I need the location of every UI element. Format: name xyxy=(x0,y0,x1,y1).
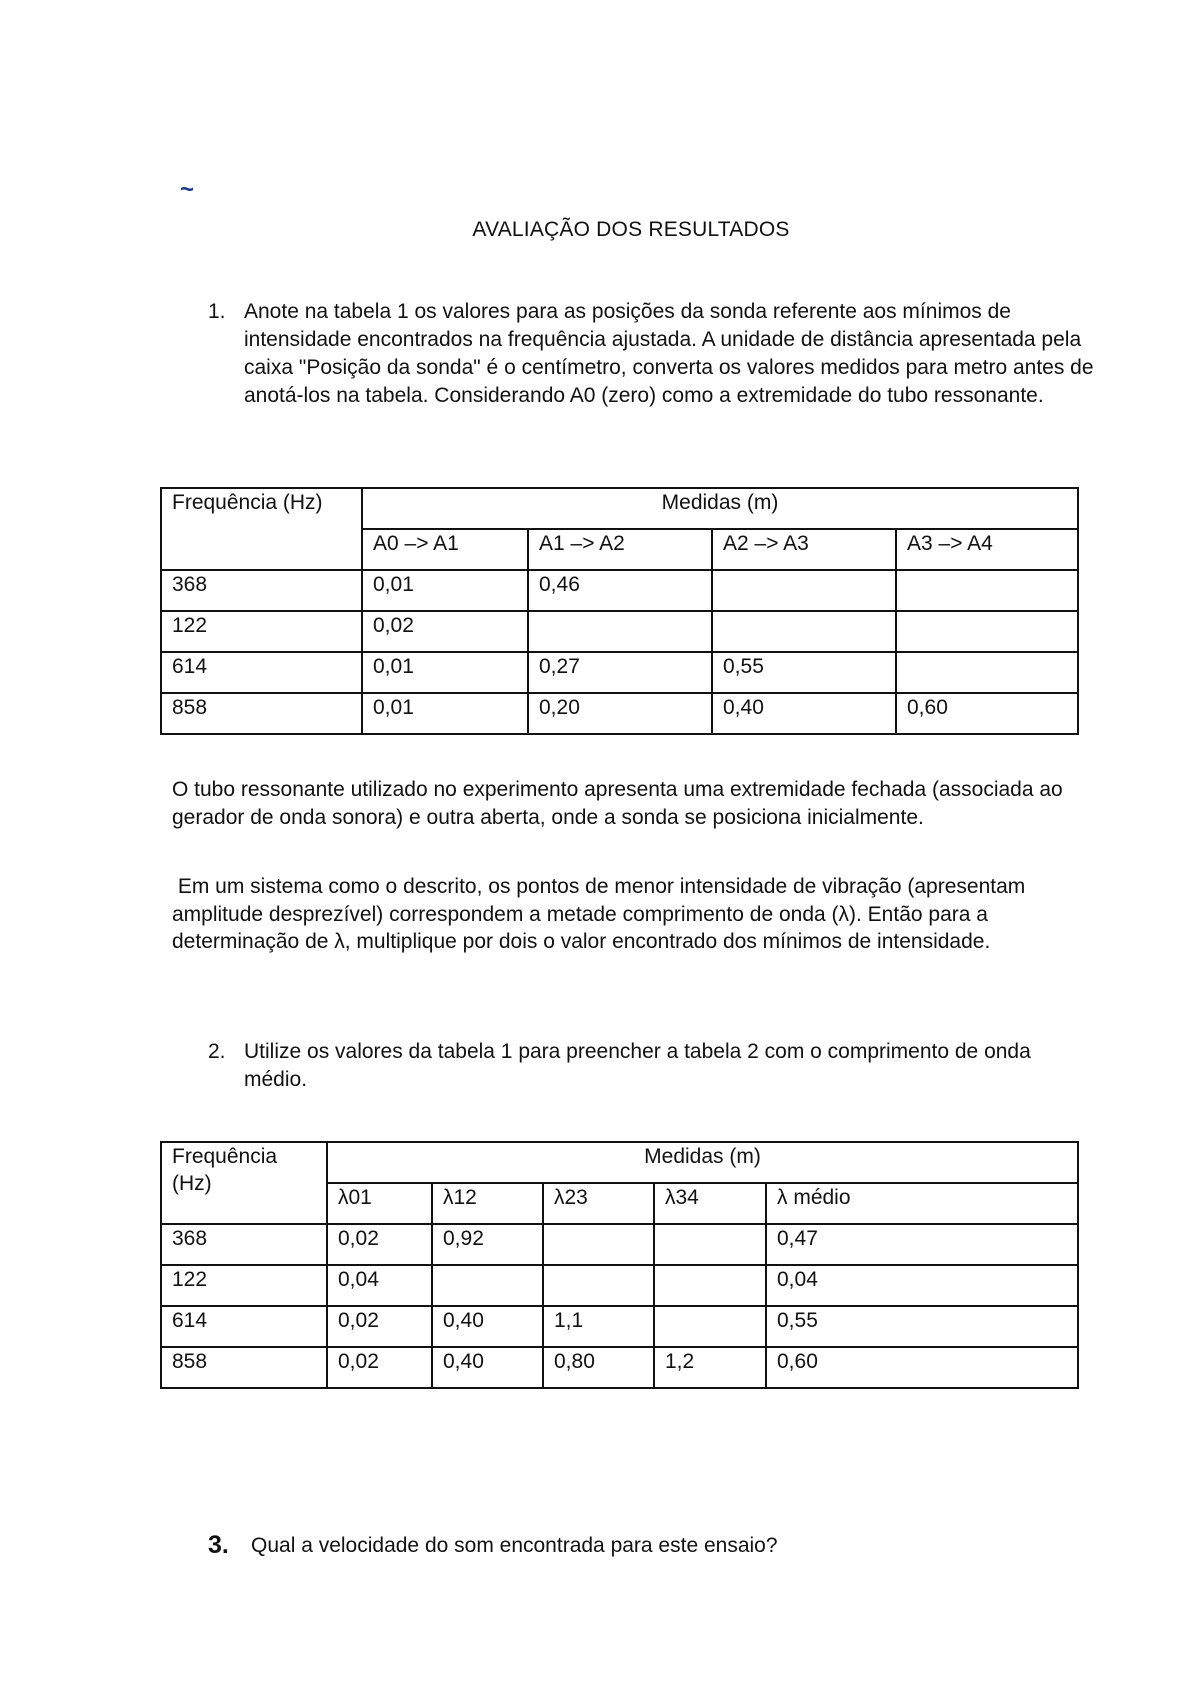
question-2-text: Utilize os valores da tabela 1 para preencher a tabela 2 com o comprimento de onda médio. xyxy=(244,1040,1031,1091)
table-row xyxy=(161,570,1078,611)
table-cell: 0,55 xyxy=(712,652,896,693)
table-row xyxy=(161,1265,1078,1306)
table-1-header-row xyxy=(161,488,1078,529)
table-cell xyxy=(896,652,1078,693)
table-row xyxy=(161,1224,1078,1265)
table-cell: 0,46 xyxy=(528,570,712,611)
table-row xyxy=(161,693,1078,734)
table-2-col-header: λ12 xyxy=(432,1183,543,1224)
table-cell: 0,02 xyxy=(327,1306,432,1347)
table-cell xyxy=(654,1224,766,1265)
table-2-col-header: λ23 xyxy=(543,1183,654,1224)
table-cell: 0,01 xyxy=(362,693,528,734)
table-cell xyxy=(896,570,1078,611)
table-cell xyxy=(543,1224,654,1265)
table-cell: 0,04 xyxy=(766,1265,1078,1306)
table-2-freq-header: Frequência (Hz) xyxy=(161,1142,327,1224)
table-cell: 614 xyxy=(161,652,362,693)
tilde-mark: ~ xyxy=(180,176,195,203)
table-2-header-row xyxy=(161,1142,1078,1183)
paragraph-wavelength-method: Em um sistema como o descrito, os pontos de menor intensidade de vibração (apresentam amplitude desprezível) correspondem a metade comprimento de onda (λ). Então para a determinação de λ, multiplique por dois o valor encontrado dos mínimos de intensidade. xyxy=(172,875,1032,953)
question-2-number: 2. xyxy=(208,1040,226,1063)
table-1 xyxy=(160,487,1079,735)
table-cell xyxy=(654,1265,766,1306)
table-1-col-header: A1 –> A2 xyxy=(528,529,712,570)
table-cell: 0,01 xyxy=(362,570,528,611)
question-3-text: Qual a velocidade do som encontrada para este ensaio? xyxy=(251,1534,778,1557)
table-cell: 614 xyxy=(161,1306,327,1347)
question-1-number: 1. xyxy=(208,300,226,323)
table-cell: 1,1 xyxy=(543,1306,654,1347)
table-cell xyxy=(543,1265,654,1306)
table-cell: 0,20 xyxy=(528,693,712,734)
table-cell: 0,80 xyxy=(543,1347,654,1388)
table-cell: 122 xyxy=(161,611,362,652)
table-cell: 0,40 xyxy=(432,1347,543,1388)
table-cell: 368 xyxy=(161,570,362,611)
question-1-text: Anote na tabela 1 os valores para as posições da sonda referente aos mínimos de intensidade encontrados na frequência ajustada. A unidade de distância apresentada pela caixa "Posição da sonda" é o centímetro, converta os valores medidos para metro antes de anotá-los na tabela. Considerando A0 (zero) como a extremidade do tubo ressonante. xyxy=(244,300,1094,407)
table-cell: 0,02 xyxy=(327,1224,432,1265)
question-3-number: 3. xyxy=(208,1531,229,1559)
table-2-group-header: Medidas (m) xyxy=(327,1142,1078,1183)
table-cell: 858 xyxy=(161,693,362,734)
table-cell: 1,2 xyxy=(654,1347,766,1388)
page-title: AVALIAÇÃO DOS RESULTADOS xyxy=(472,218,790,241)
table-cell xyxy=(712,570,896,611)
table-cell: 858 xyxy=(161,1347,327,1388)
table-row xyxy=(161,652,1078,693)
table-cell: 0,60 xyxy=(896,693,1078,734)
table-cell xyxy=(896,611,1078,652)
table-2-col-header: λ01 xyxy=(327,1183,432,1224)
table-1-group-header: Medidas (m) xyxy=(362,488,1078,529)
table-cell: 0,04 xyxy=(327,1265,432,1306)
table-row xyxy=(161,611,1078,652)
table-1-col-header: A0 –> A1 xyxy=(362,529,528,570)
paragraph-tube-description: O tubo ressonante utilizado no experimento apresenta uma extremidade fechada (associada ao gerador de onda sonora) e outra aberta, onde a sonda se posiciona inicialmente. xyxy=(172,778,1063,829)
table-cell xyxy=(432,1265,543,1306)
table-1-freq-header: Frequência (Hz) xyxy=(161,488,362,570)
table-cell xyxy=(712,611,896,652)
table-cell: 0,40 xyxy=(712,693,896,734)
table-cell: 0,55 xyxy=(766,1306,1078,1347)
table-2-col-header: λ34 xyxy=(654,1183,766,1224)
table-2-col-header: λ médio xyxy=(766,1183,1078,1224)
table-2 xyxy=(160,1141,1079,1389)
table-cell: 0,01 xyxy=(362,652,528,693)
table-cell: 0,40 xyxy=(432,1306,543,1347)
table-cell: 0,60 xyxy=(766,1347,1078,1388)
table-row xyxy=(161,1347,1078,1388)
table-cell: 0,47 xyxy=(766,1224,1078,1265)
table-cell: 368 xyxy=(161,1224,327,1265)
table-cell xyxy=(654,1306,766,1347)
table-cell: 122 xyxy=(161,1265,327,1306)
table-cell: 0,02 xyxy=(362,611,528,652)
table-cell xyxy=(528,611,712,652)
table-1-col-header: A2 –> A3 xyxy=(712,529,896,570)
table-cell: 0,27 xyxy=(528,652,712,693)
table-1-col-header: A3 –> A4 xyxy=(896,529,1078,570)
table-cell: 0,02 xyxy=(327,1347,432,1388)
table-cell: 0,92 xyxy=(432,1224,543,1265)
table-row xyxy=(161,1306,1078,1347)
